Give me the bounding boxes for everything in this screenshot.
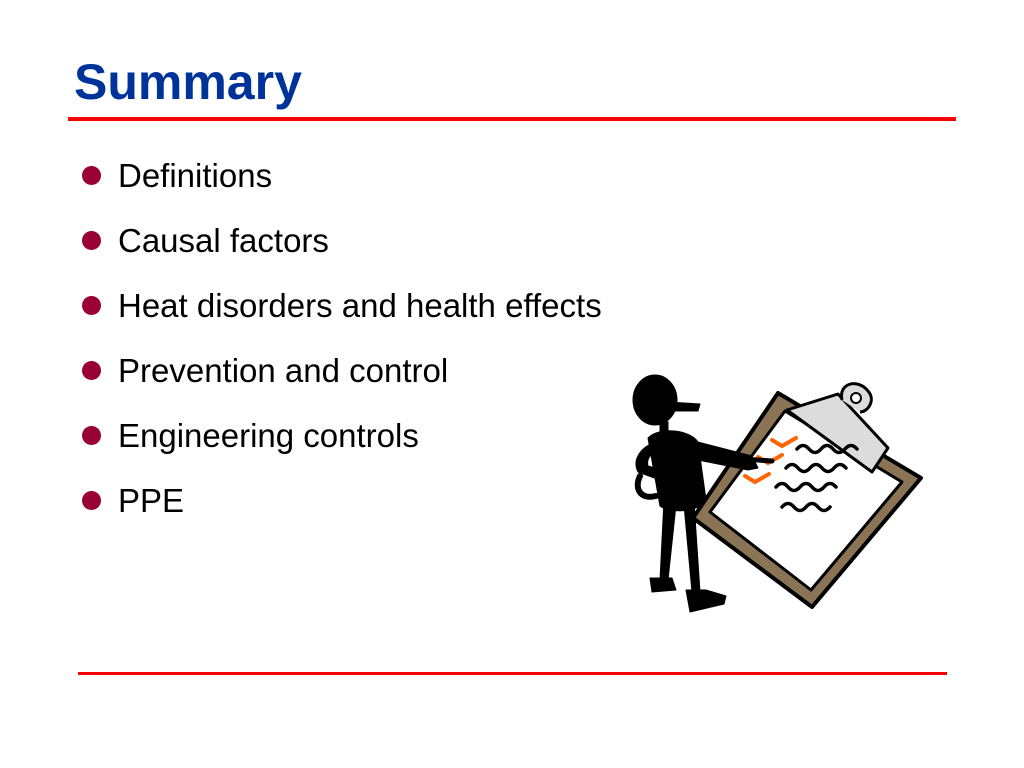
- bullet-dot-icon: [82, 491, 101, 510]
- bullet-item-ppe: [82, 468, 602, 533]
- clipboard-icon: [693, 384, 921, 607]
- bullet-item-engineering-controls: [82, 403, 602, 468]
- bullet-label: Definitions: [118, 156, 273, 194]
- bullet-item-causal-factors: [82, 208, 602, 273]
- bullet-label: PPE: [118, 481, 185, 519]
- bullet-label: Causal factors: [118, 221, 329, 259]
- bullet-dot-icon: [82, 426, 101, 445]
- bullet-item-definitions: [82, 143, 602, 208]
- slide-title: Summary: [74, 54, 302, 110]
- bullet-label: Heat disorders and health effects: [118, 286, 602, 324]
- bullet-label: Prevention and control: [118, 351, 449, 389]
- footer-divider: [78, 672, 947, 675]
- bullet-dot-icon: [82, 361, 101, 380]
- person-pointing-at-clipboard-checklist-icon: [625, 370, 925, 615]
- bullet-list: [82, 143, 602, 533]
- title-divider: [68, 117, 956, 121]
- bullet-dot-icon: [82, 296, 101, 315]
- bullet-item-prevention: [82, 338, 602, 403]
- bullet-dot-icon: [82, 166, 101, 185]
- bullet-dot-icon: [82, 231, 101, 250]
- bullet-label: Engineering controls: [118, 416, 419, 454]
- bullet-item-heat-disorders: [82, 273, 602, 338]
